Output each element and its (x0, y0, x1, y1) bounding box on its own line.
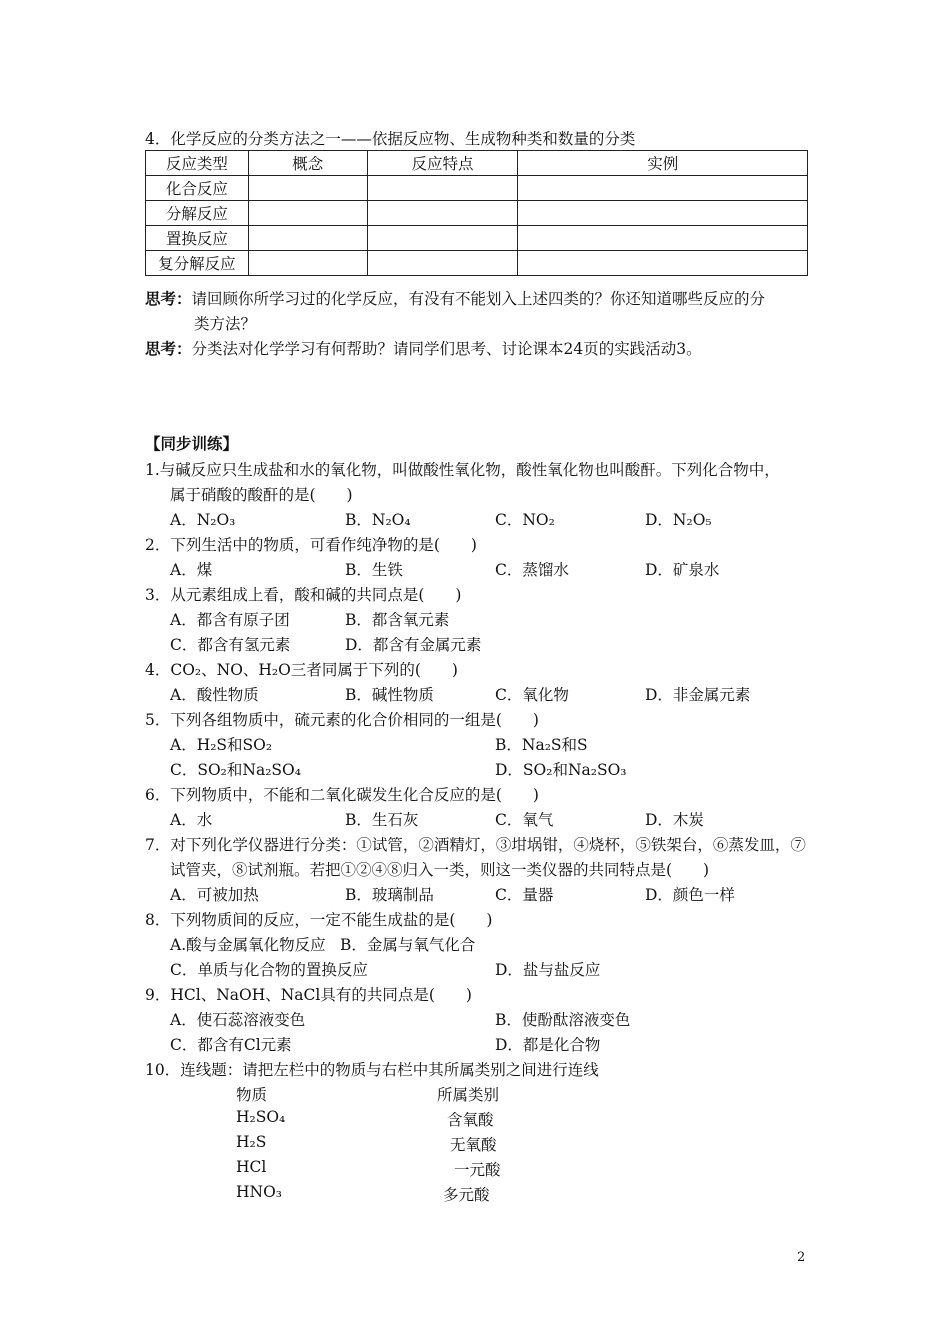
option: C．都含有Cl元素 (170, 1036, 292, 1054)
option: A．可被加热 (170, 886, 259, 904)
table-cell (248, 251, 367, 276)
option: C．SO₂和Na₂SO₄ (170, 761, 301, 779)
option: C．量器 (495, 886, 554, 904)
question-4: 4．CO₂、NO、H₂O三者同属于下列的( ) (145, 661, 458, 679)
table-cell: 分解反应 (146, 201, 249, 226)
option: B．金属与氧气化合 (340, 936, 476, 954)
option: D．盐与盐反应 (495, 961, 601, 979)
table-cell (367, 226, 518, 251)
think-paragraph-1 (145, 287, 765, 309)
question-7-continued: 试管夹，⑧试剂瓶。若把①②④⑧归入一类，则这一类仪器的共同特点是( ) (170, 861, 710, 879)
option: B．生铁 (345, 561, 403, 579)
option: C．蒸馏水 (495, 561, 569, 579)
question-9: 9．HCl、NaOH、NaCl具有的共同点是( ) (145, 986, 472, 1004)
table-header-cell: 实例 (518, 151, 808, 176)
matching-right-item: 含氧酸 (447, 1111, 494, 1129)
option: B．N₂O₄ (345, 511, 411, 529)
option: A．酸性物质 (170, 686, 259, 704)
option: B．玻璃制品 (345, 886, 434, 904)
option: A．煤 (170, 561, 213, 579)
option: B．使酚酞溶液变色 (495, 1011, 631, 1029)
table-cell (248, 201, 367, 226)
question-7: 7．对下列化学仪器进行分类：①试管，②酒精灯，③坩埚钳，④烧杯，⑤铁架台，⑥蒸发皿，⑦ (145, 836, 806, 854)
option: C．NO₂ (495, 511, 555, 529)
option: D．N₂O₅ (645, 511, 712, 529)
option: A.酸与金属氧化物反应 (170, 936, 326, 954)
table-cell (367, 201, 518, 226)
option: C．单质与化合物的置换反应 (170, 961, 368, 979)
option: A．都含有原子团 (170, 611, 290, 629)
table-cell: 置换反应 (146, 226, 249, 251)
matching-right-item: 多元酸 (443, 1186, 490, 1204)
option: D．颜色一样 (645, 886, 735, 904)
matching-left-item: HCl (236, 1158, 267, 1176)
question-2: 2．下列生活中的物质，可看作纯净物的是( ) (145, 536, 477, 554)
question-1: 1.与碱反应只生成盐和水的氧化物，叫做酸性氧化物，酸性氧化物也叫酸酐。下列化合物中， (145, 461, 780, 479)
option: C．氧化物 (495, 686, 569, 704)
think-paragraph-2 (145, 337, 702, 359)
table-cell (518, 201, 808, 226)
table-row (146, 251, 808, 276)
table-row (146, 201, 808, 226)
table-cell (248, 176, 367, 201)
matching-right-item: 一元酸 (454, 1161, 501, 1179)
option: D．非金属元素 (645, 686, 751, 704)
option: D．SO₂和Na₂SO₃ (495, 761, 627, 779)
option: B．碱性物质 (345, 686, 434, 704)
matching-left-item: H₂SO₄ (236, 1108, 286, 1126)
table-cell: 复分解反应 (146, 251, 249, 276)
question-3: 3．从元素组成上看，酸和碱的共同点是( ) (145, 586, 462, 604)
think-text: 分类法对化学学习有何帮助？请同学们思考、讨论课本24页的实践活动3。 (191, 340, 702, 358)
option: D．都含有金属元素 (345, 636, 482, 654)
question-5: 5．下列各组物质中，硫元素的化合价相同的一组是( ) (145, 711, 539, 729)
option: D．都是化合物 (495, 1036, 601, 1054)
table-row (146, 226, 808, 251)
table-cell (367, 251, 518, 276)
think-label: 思考： (145, 290, 192, 308)
table-cell: 化合反应 (146, 176, 249, 201)
option: A．水 (170, 811, 213, 829)
option: D．矿泉水 (645, 561, 720, 579)
section-title: 4．化学反应的分类方法之一——依据反应物、生成物种类和数量的分类 (145, 130, 636, 148)
option: B．都含氧元素 (345, 611, 450, 629)
option: C．氧气 (495, 811, 554, 829)
table-row (146, 176, 808, 201)
question-8: 8．下列物质间的反应，一定不能生成盐的是( ) (145, 911, 493, 929)
option: B．Na₂S和S (495, 736, 588, 754)
table-cell (248, 226, 367, 251)
matching-left-item: H₂S (236, 1133, 267, 1151)
page-number: 2 (797, 1250, 806, 1265)
option: A．使石蕊溶液变色 (170, 1011, 306, 1029)
table-cell (367, 176, 518, 201)
option: D．木炭 (645, 811, 704, 829)
think-text-continued: 类方法？ (194, 315, 257, 333)
question-6: 6．下列物质中，不能和二氧化碳发生化合反应的是( ) (145, 786, 539, 804)
think-label: 思考： (145, 340, 192, 358)
matching-left-header: 物质 (236, 1086, 268, 1104)
option: A．H₂S和SO₂ (170, 736, 273, 754)
table-cell (518, 226, 808, 251)
matching-right-header: 所属类别 (437, 1086, 500, 1104)
table-header-row (146, 151, 808, 176)
training-heading: 【同步训练】 (145, 435, 239, 453)
option: C．都含有氢元素 (170, 636, 291, 654)
option: B．生石灰 (345, 811, 419, 829)
table-header-cell: 反应特点 (367, 151, 518, 176)
question-1-continued: 属于硝酸的酸酐的是( ) (170, 486, 353, 504)
classification-table (145, 150, 808, 276)
table-cell (518, 176, 808, 201)
matching-right-item: 无氧酸 (450, 1136, 497, 1154)
question-10: 10．连线题：请把左栏中的物质与右栏中其所属类别之间进行连线 (145, 1061, 599, 1079)
option: A．N₂O₃ (170, 511, 236, 529)
matching-left-item: HNO₃ (236, 1183, 283, 1201)
think-text: 请回顾你所学习过的化学反应，有没有不能划入上述四类的？你还知道哪些反应的分 (191, 290, 766, 308)
table-cell (518, 251, 808, 276)
table-header-cell: 反应类型 (146, 151, 249, 176)
table-header-cell: 概念 (248, 151, 367, 176)
